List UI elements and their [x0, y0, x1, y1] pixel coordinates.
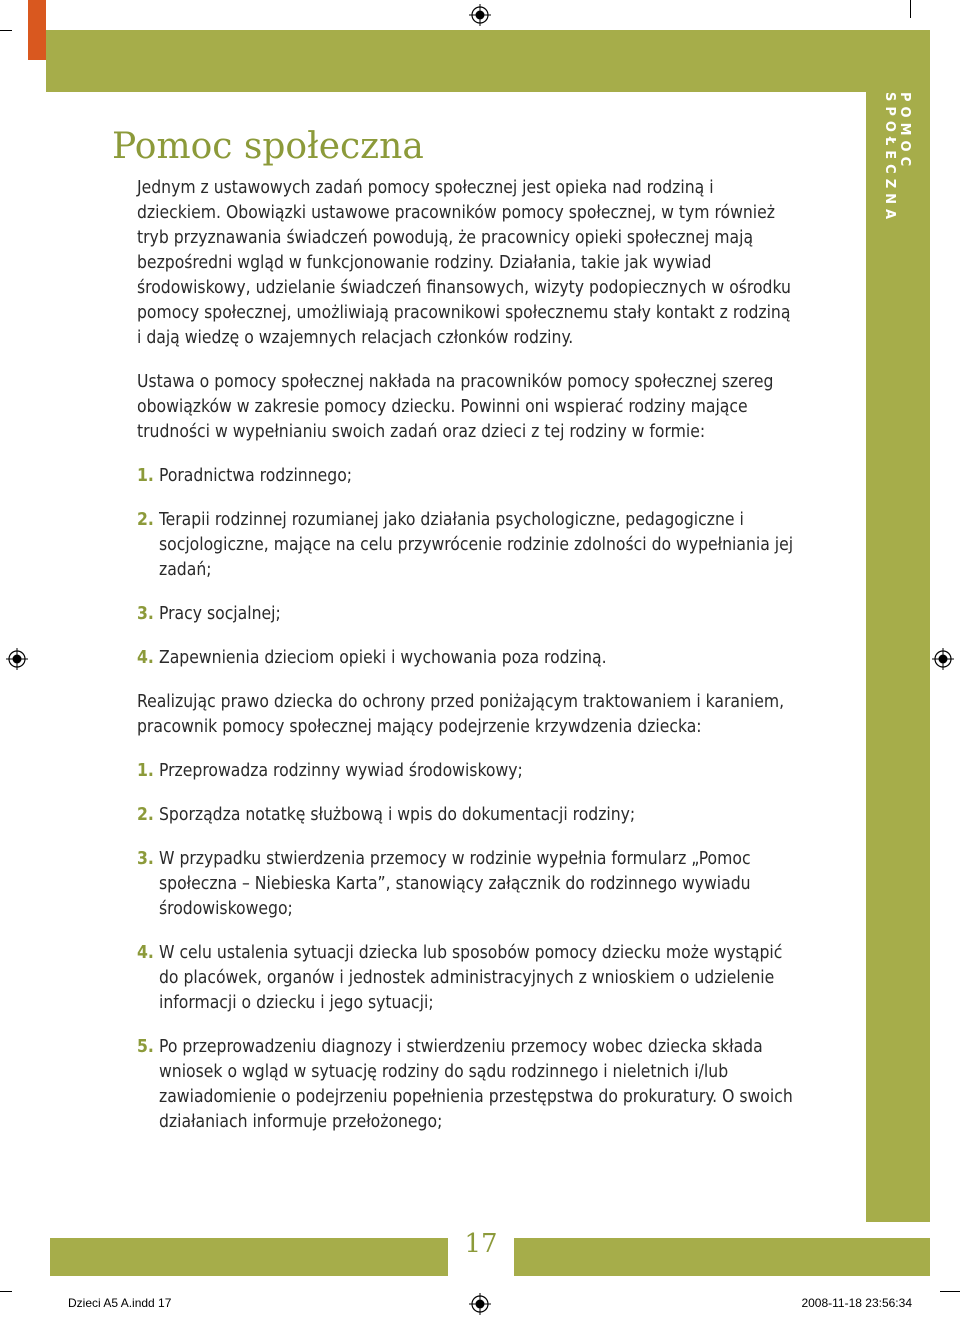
- body-text: [137, 176, 797, 1135]
- list-item: [137, 759, 797, 784]
- crop-mark: [910, 0, 911, 18]
- list-item: [137, 847, 797, 922]
- intro-paragraph: Jednym z ustawowych zadań pomocy społecznej jest opieka nad rodziną i dzieckiem. Obowiązki ustawowe pracowników pomocy społecznej, w tym również tryb przyznawania świadczeń powodują, że pracownicy opieki społecznej mają bezpośredni wgląd w funkcjonowanie rodziny. Działania, takie jak wywiad środowiskowy, udzielanie świadczeń finansowych, wizyty podopiecznych w ośrodku pomocy społecznej, umożliwiają pracownikowi społecznemu stały kontakt z rodziną i dają wiedzę o wzajemnych relacjach członków rodziny.: [137, 178, 791, 348]
- paragraph: Realizując prawo dziecka do ochrony przed poniżającym traktowaniem i karaniem, pracownik pomocy społecznej mający podejrzenie krzywdzenia dziecka:: [137, 692, 785, 737]
- list-number: 2.: [137, 805, 154, 825]
- list-item: [137, 646, 797, 671]
- side-section-label: POMOC SPOŁECZNA: [882, 92, 912, 225]
- list-number: 1.: [137, 761, 154, 781]
- list-item: [137, 803, 797, 828]
- list-number: 1.: [137, 466, 154, 486]
- list-item-text: Po przeprowadzeniu diagnozy i stwierdzeniu przemocy wobec dziecka składa wniosek o wgląd w sytuację rodziny do sądu rodzinnego i nieletnich i/lub zawiadomienie o podejrzeniu popełnienia przestępstwa do prokuratury. O swoich działaniach informuje przełożonego;: [159, 1037, 793, 1132]
- paragraph: Ustawa o pomocy społecznej nakłada na pracowników pomocy społecznej szereg obowiązków w zakresie pomocy dziecku. Powinni oni wspierać rodziny mające trudności w wypełnianiu swoich zadań oraz dzieci z tej rodziny w formie:: [137, 372, 774, 442]
- page-number: 17: [464, 1229, 498, 1259]
- list-item: [137, 464, 797, 489]
- list-number: 5.: [137, 1037, 154, 1057]
- list-number: 3.: [137, 604, 154, 624]
- list-number: 2.: [137, 510, 154, 530]
- list-item-text: Poradnictwa rodzinnego;: [159, 466, 353, 486]
- list-item-text: Pracy socjalnej;: [159, 604, 281, 624]
- registration-mark-icon: [469, 1293, 491, 1315]
- list-item: [137, 508, 797, 583]
- crop-mark: [0, 30, 12, 31]
- registration-mark-icon: [6, 648, 28, 670]
- slug-filename: Dzieci A5 A.indd 17: [68, 1296, 172, 1310]
- list-item-text: W celu ustalenia sytuacji dziecka lub sposobów pomocy dziecku może wystąpić do placówek, organów i jednostek administracyjnych z wnioskiem o udzielenie informacji o dziecku i jego sytuacji;: [159, 943, 783, 1013]
- list-number: 4.: [137, 648, 154, 668]
- list-item: [137, 941, 797, 1016]
- list-number: 4.: [137, 943, 154, 963]
- list-item-text: Zapewnienia dzieciom opieki i wychowania poza rodziną.: [159, 648, 607, 668]
- orange-accent-bar: [28, 0, 46, 60]
- list-item: [137, 602, 797, 627]
- registration-mark-icon: [469, 4, 491, 26]
- list-item-text: Przeprowadza rodzinny wywiad środowiskowy;: [159, 761, 523, 781]
- list-item-text: W przypadku stwierdzenia przemocy w rodzinie wypełnia formularz „Pomoc społeczna – Niebieska Karta”, stanowiący załącznik do rodzinnego wywiadu środowiskowego;: [159, 849, 751, 919]
- list-item-text: Terapii rodzinnej rozumianej jako działania psychologiczne, pedagogiczne i socjologiczne, mające na celu przywrócenie rodzinie zdolności do wypełniania jej zadań;: [159, 510, 794, 580]
- list-item: [137, 1035, 797, 1135]
- actions-list: [137, 759, 797, 1135]
- slug-timestamp: 2008-11-18 23:56:34: [801, 1296, 912, 1310]
- header-band: [46, 30, 930, 92]
- registration-mark-icon: [932, 648, 954, 670]
- crop-mark: [940, 1291, 960, 1292]
- support-forms-list: [137, 464, 797, 671]
- crop-mark: [0, 1291, 12, 1292]
- list-item-text: Sporządza notatkę służbową i wpis do dokumentacji rodziny;: [159, 805, 636, 825]
- page-title: Pomoc społeczna: [112, 126, 424, 167]
- list-number: 3.: [137, 849, 154, 869]
